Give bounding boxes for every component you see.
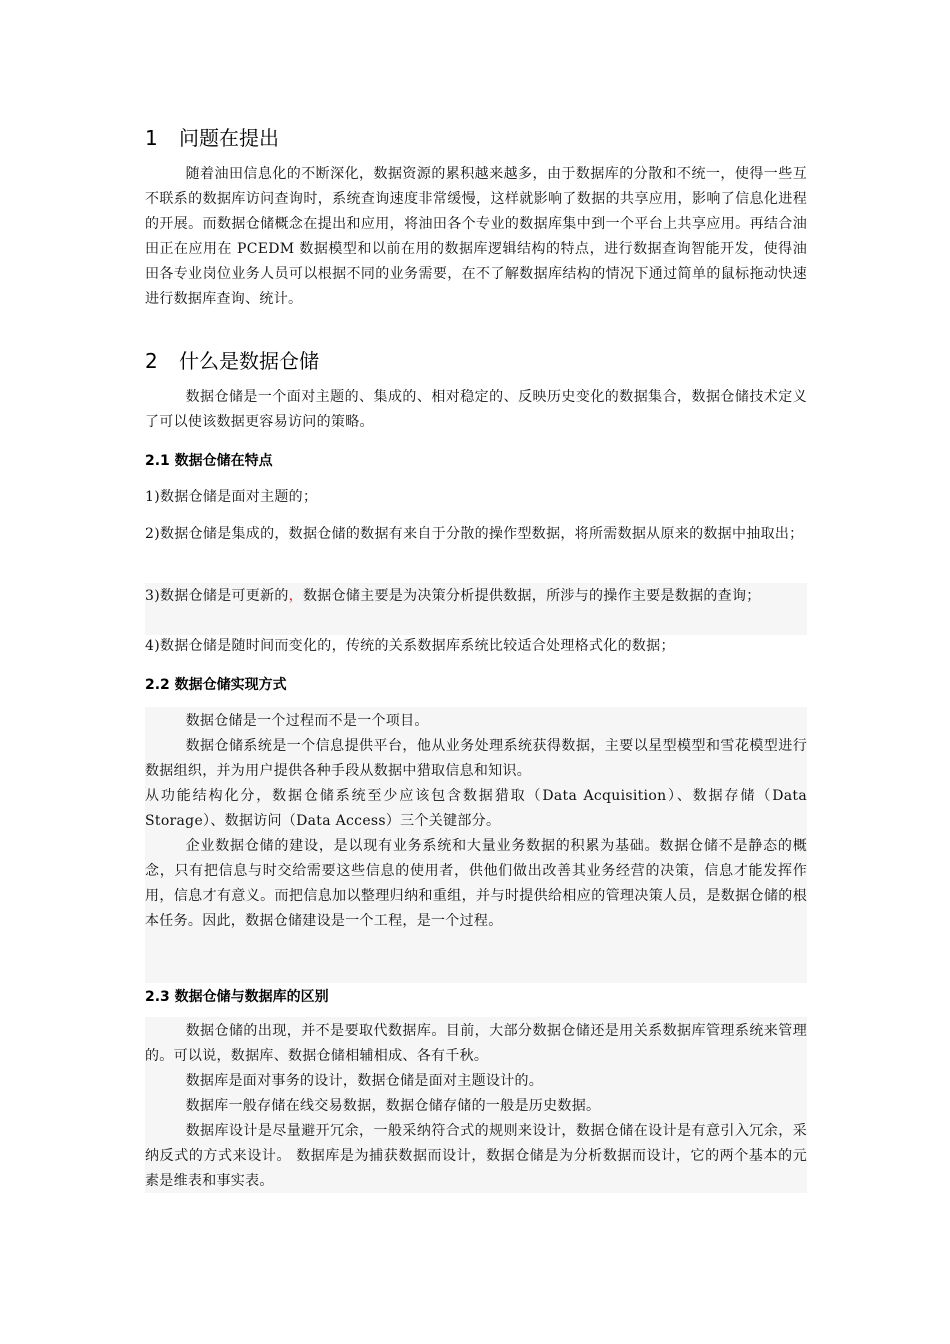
feature-item-1: 1)数据仓储是面对主题的；	[145, 489, 318, 505]
implementation-paragraph-4: 企业数据仓储的建设，是以现有业务系统和大量业务数据的积累为基础。数据仓储不是静态的概念，只有把信息与时交给需要这些信息的使用者，供他们做出改善其业务经营的决策，信息才能发挥作用，信息才有意义。而把信息加以整理归纳和重组，并与时提供给相应的管理决策人员，是数据仓储的根本任务。因此，数据仓储建设是一个工程，是一个过程。	[145, 838, 807, 929]
section-2-heading	[145, 347, 807, 375]
section-1-title: 问题在提出	[179, 126, 279, 150]
implementation-paragraph-3: 从功能结构化分，数据仓储系统至少应该包含数据猎取（Data Acquisition）、数据存储（Data Storage）、数据访问（Data Access）三个关键部分。	[145, 788, 807, 829]
difference-paragraph-3: 数据库一般存储在线交易数据，数据仓储存储的一般是历史数据。	[185, 1098, 601, 1114]
difference-paragraph-2: 数据库是面对事务的设计，数据仓储是面对主题设计的。	[185, 1073, 544, 1089]
section-2-title: 什么是数据仓储	[179, 349, 319, 373]
feature-item-3-end: 数据仓储主要是为决策分析提供数据，所涉与的操作主要是数据的查询；	[302, 588, 761, 604]
section-2-2-heading: 2.2 数据仓储实现方式	[145, 677, 287, 693]
feature-item-3	[145, 584, 807, 609]
difference-paragraph-4: 数据库设计是尽量避开冗余，一般采纳符合式的规则来设计，数据仓储在设计是有意引入冗余，采纳反式的方式来设计。 数据库是为捕获数据而设计，数据仓储是为分析数据而设计，它的两个基本的元素是维表和事实表。	[145, 1123, 807, 1189]
implementation-paragraph-2: 数据仓储系统是一个信息提供平台，他从业务处理系统获得数据，主要以星型模型和雪花模型进行数据组织，并为用户提供各种手段从数据中猎取信息和知识。	[145, 738, 807, 779]
feature-item-2: 2)数据仓储是集成的，数据仓储的数据有来自于分散的操作型数据，将所需数据从原来的数据中抽取出；	[145, 526, 804, 542]
section-1-number: 1	[145, 126, 158, 150]
difference-paragraph-1: 数据仓储的出现，并不是要取代数据库。目前，大部分数据仓储还是用关系数据库管理系统来管理的。可以说，数据库、数据仓储相辅相成、各有千秋。	[145, 1023, 807, 1064]
section-2-number: 2	[145, 349, 158, 373]
feature-item-3-start: 3)数据仓储是可更新的	[145, 588, 289, 604]
section-2-3-heading: 2.3 数据仓储与数据库的区别	[145, 989, 329, 1005]
feature-item-4: 4)数据仓储是随时间而变化的，传统的关系数据库系统比较适合处理格式化的数据；	[145, 638, 675, 654]
feature-item-3-mark: ，	[288, 588, 303, 604]
section-1-heading	[145, 124, 807, 152]
section-1-paragraph: 随着油田信息化的不断深化，数据资源的累积越来越多，由于数据库的分散和不统一，使得一些互不联系的数据库访问查询时，系统查询速度非常缓慢，这样就影响了数据的共享应用，影响了信息化进程的开展。而数据仓储概念在提出和应用，将油田各个专业的数据库集中到一个平台上共享应用。再结合油田正在应用在 PCEDM 数据模型和以前在用的数据库逻辑结构的特点，进行数据查询智能开发，使得油田各专业岗位业务人员可以根据不同的业务需要，在不了解数据库结构的情况下通过简单的鼠标拖动快速进行数据库查询、统计。	[145, 166, 807, 307]
implementation-paragraph-1: 数据仓储是一个过程而不是一个项目。	[185, 713, 429, 729]
section-2-1-heading: 2.1 数据仓储在特点	[145, 453, 273, 469]
section-2-paragraph: 数据仓储是一个面对主题的、集成的、相对稳定的、反映历史变化的数据集合，数据仓储技术定义了可以使该数据更容易访问的策略。	[145, 389, 807, 430]
